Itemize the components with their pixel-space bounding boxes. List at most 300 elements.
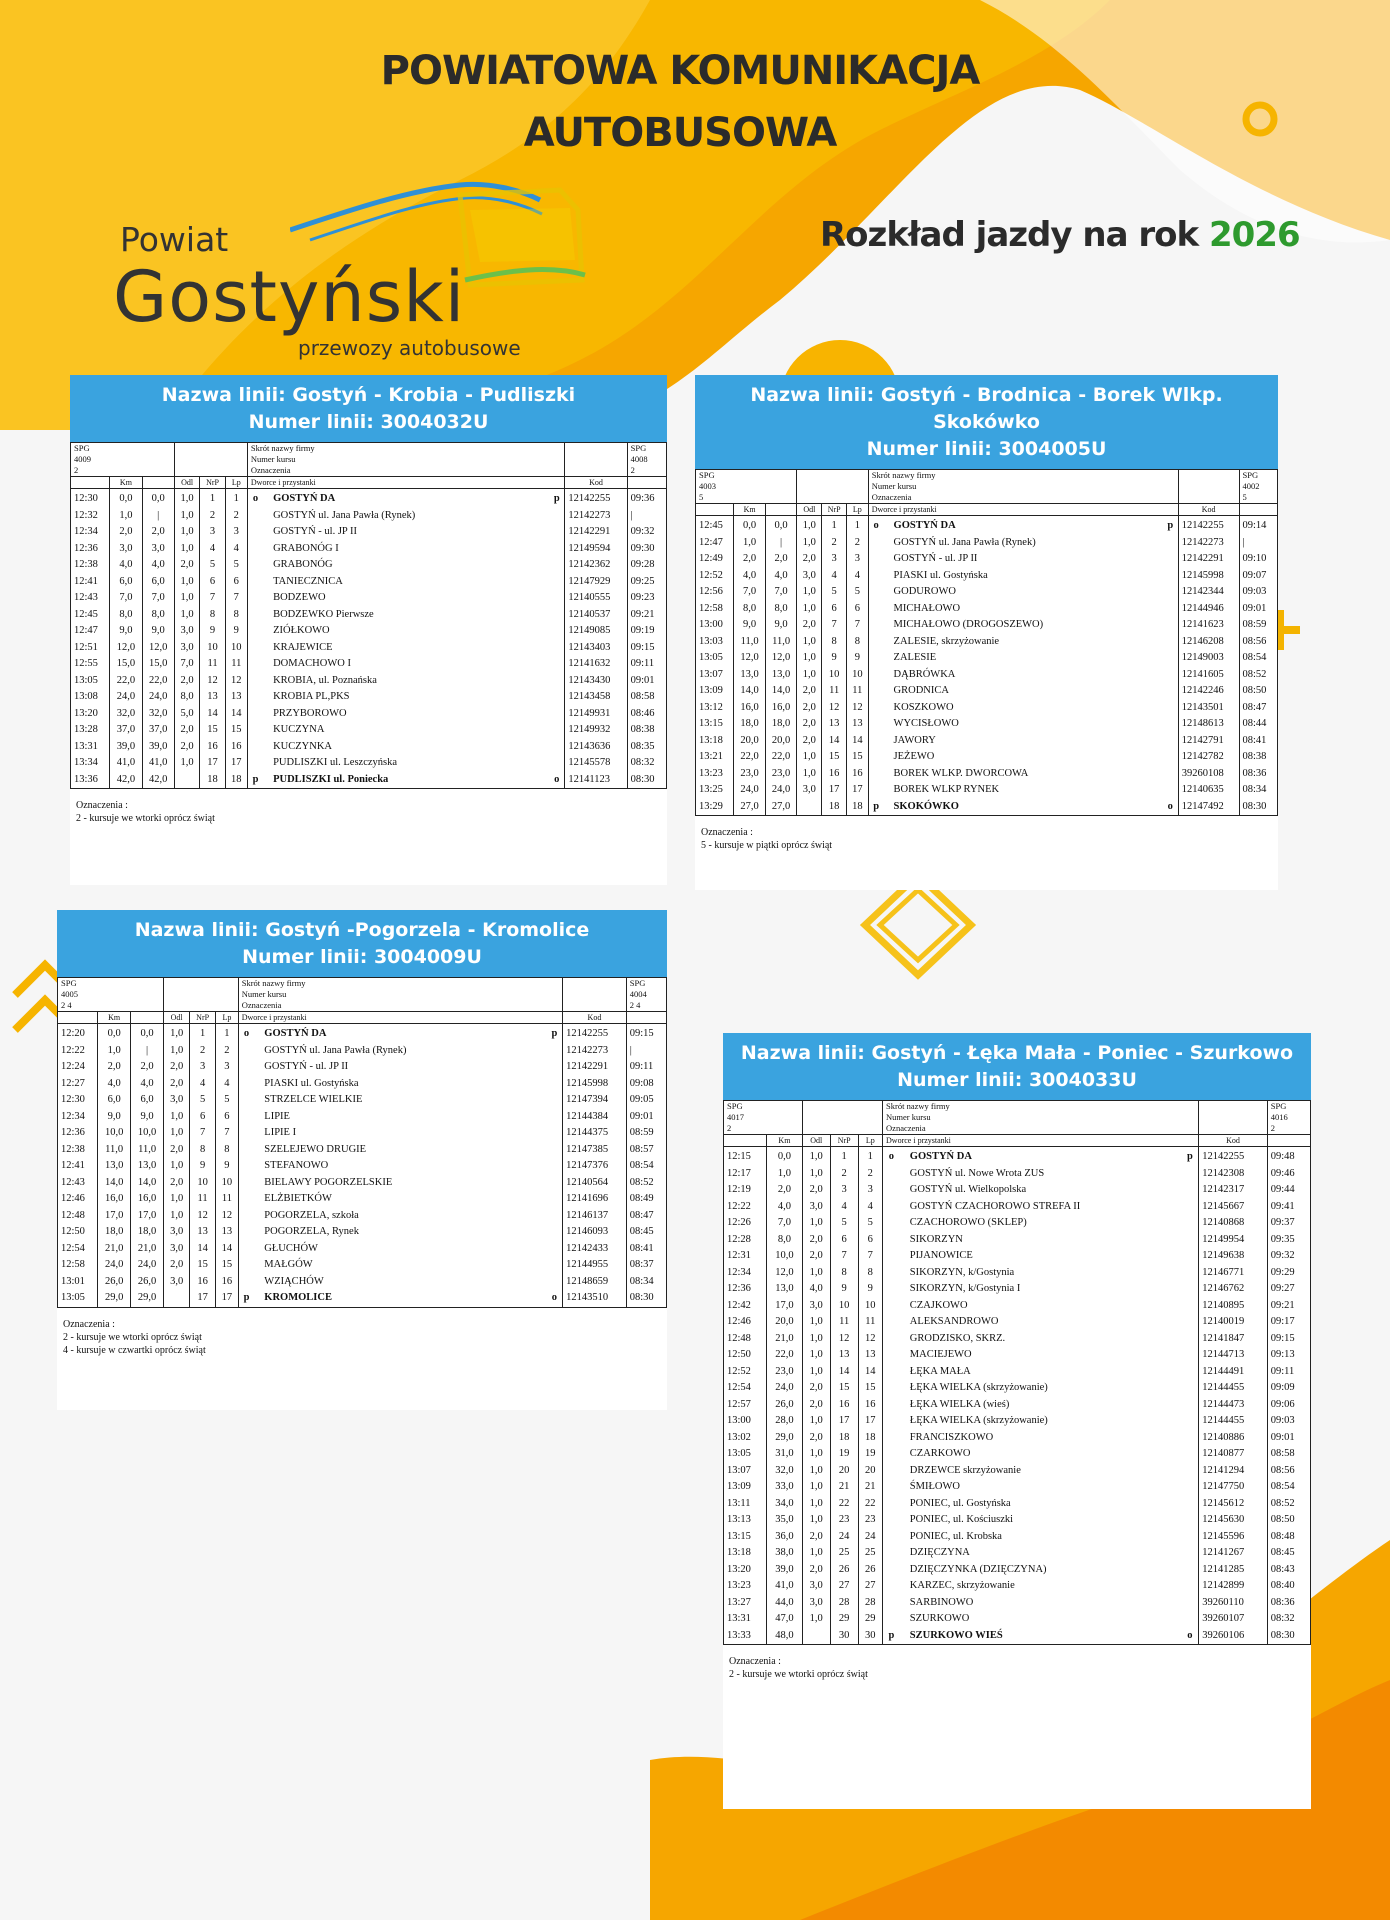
column-header: Kod <box>565 477 627 489</box>
timetable-cell: 8 <box>190 1142 216 1159</box>
timetable-cell: 7 <box>830 1248 858 1265</box>
timetable-cell: 11,0 <box>98 1142 131 1159</box>
timetable-cell: 7 <box>858 1248 882 1265</box>
timetable-cell: 15 <box>200 722 225 739</box>
timetable-cell: 22,0 <box>734 749 765 766</box>
timetable-cell <box>1163 535 1178 552</box>
timetable-cell: 18,0 <box>131 1224 164 1241</box>
timetable-cell: 3,0 <box>802 1578 830 1595</box>
timetable-cell <box>1163 733 1178 750</box>
timetable-cell: SZURKOWO WIEŚ <box>900 1628 1182 1645</box>
timetable-cell: GRABONÓG I <box>273 542 339 554</box>
timetable-row <box>724 1545 1311 1562</box>
timetable-cell: 12142255 <box>1199 1147 1267 1166</box>
timetable-cell: 5 <box>830 1215 858 1232</box>
timetable-cell: 12:54 <box>724 1380 767 1397</box>
firm-info-line: Oznaczenia <box>871 492 912 502</box>
timetable-cell: 12:42 <box>724 1298 767 1315</box>
timetable-cell <box>868 568 883 585</box>
timetable-cell: 12:30 <box>58 1092 98 1109</box>
column-header: Km <box>98 1012 131 1024</box>
timetable-cell: 08:43 <box>1267 1562 1310 1579</box>
timetable-cell: 12147385 <box>563 1142 627 1159</box>
note-item: 5 - kursuje w piątki oprócz świąt <box>701 840 833 851</box>
timetable-table <box>57 977 667 1308</box>
timetable-cell: 12:15 <box>724 1147 767 1166</box>
timetable-cell: 18,0 <box>765 716 796 733</box>
column-header: Kod <box>1178 504 1239 516</box>
timetable-cell: 13,0 <box>98 1158 131 1175</box>
timetable-cell: 13:01 <box>58 1274 98 1291</box>
timetable-cell: 1 <box>830 1147 858 1166</box>
timetable-cell: 16,0 <box>765 700 796 717</box>
timetable-cell <box>238 1257 254 1274</box>
timetable-cell: 13,0 <box>765 667 796 684</box>
line-name: Nazwa linii: Gostyń -Pogorzela - Kromolice <box>134 919 590 941</box>
timetable-cell: 13:29 <box>696 799 734 816</box>
timetable-row <box>724 1265 1311 1282</box>
timetable-cell: 08:32 <box>627 755 666 772</box>
timetable-cell: p <box>883 1628 900 1645</box>
timetable-cell: 17 <box>225 755 247 772</box>
timetable-row <box>724 1611 1311 1628</box>
timetable-row <box>58 1224 667 1241</box>
timetable-cell: 09:11 <box>627 656 666 673</box>
timetable-cell: 12:41 <box>58 1158 98 1175</box>
timetable-notes <box>70 789 667 831</box>
timetable-cell: 1,0 <box>802 1265 830 1282</box>
header-blank <box>164 978 239 1012</box>
timetable-cell: 8 <box>822 634 847 651</box>
spg-right-line: SPG <box>1242 470 1259 480</box>
timetable-cell <box>164 1290 190 1307</box>
timetable-cell: 29 <box>858 1611 882 1628</box>
timetable-cell <box>1163 650 1178 667</box>
timetable-cell: 3 <box>822 551 847 568</box>
timetable-cell: 27 <box>830 1578 858 1595</box>
timetable-cell: 12144491 <box>1199 1364 1267 1381</box>
timetable-cell: 13:28 <box>71 722 110 739</box>
column-header: Km <box>734 504 765 516</box>
timetable-cell: 10 <box>216 1175 239 1192</box>
timetable-cell: 32,0 <box>767 1463 802 1480</box>
timetable-cell <box>883 1182 900 1199</box>
timetable-cell: 39,0 <box>110 739 142 756</box>
timetable-cell: 3 <box>830 1182 858 1199</box>
timetable-cell: 16,0 <box>734 700 765 717</box>
timetable-cell <box>549 640 565 657</box>
timetable-cell: WYCISŁOWO <box>893 718 959 729</box>
timetable-cell <box>1182 1446 1199 1463</box>
timetable-cell: | <box>626 1043 666 1060</box>
timetable-cell: 12140564 <box>563 1175 627 1192</box>
timetable-cell: 1,0 <box>802 1347 830 1364</box>
note-item: 2 - kursuje we wtorki oprócz świąt <box>76 813 215 824</box>
timetable-cell: 12:48 <box>724 1331 767 1348</box>
timetable-cell <box>868 700 883 717</box>
timetable-cell <box>802 1628 830 1645</box>
timetable-row <box>58 1024 667 1043</box>
timetable-cell <box>238 1092 254 1109</box>
timetable-cell: 21 <box>858 1479 882 1496</box>
timetable-cell: 12145998 <box>563 1076 627 1093</box>
timetable-cell: 09:19 <box>627 623 666 640</box>
timetable-cell: 12 <box>200 673 225 690</box>
timetable-cell: 12141605 <box>1178 667 1239 684</box>
timetable-cell <box>1182 1578 1199 1595</box>
timetable-cell: 13 <box>216 1224 239 1241</box>
timetable-cell: 6 <box>216 1109 239 1126</box>
notes-title: Oznaczenia : <box>701 827 753 838</box>
timetable-cell: 09:35 <box>1267 1232 1310 1249</box>
timetable-cell: BOREK WLKP. DWORCOWA <box>893 767 1029 779</box>
timetable-cell: 08:54 <box>626 1158 666 1175</box>
timetable-cell <box>1163 782 1178 799</box>
timetable-cell: 4,0 <box>765 568 796 585</box>
timetable-cell: 23,0 <box>765 766 796 783</box>
timetable-cell: 1,0 <box>174 590 200 607</box>
timetable-cell: 12:28 <box>724 1232 767 1249</box>
timetable-cell: 0,0 <box>142 489 174 508</box>
timetable-cell: 13:27 <box>724 1595 767 1612</box>
timetable-cell: 1,0 <box>174 755 200 772</box>
timetable-cell: 0,0 <box>131 1024 164 1043</box>
timetable-cell: GŁUCHÓW <box>264 1242 318 1254</box>
column-header: Lp <box>216 1012 239 1024</box>
timetable-cell: 12145630 <box>1199 1512 1267 1529</box>
timetable-cell <box>1163 584 1178 601</box>
timetable-cell: 12142273 <box>1178 535 1239 552</box>
column-header <box>626 1012 666 1024</box>
timetable-table <box>695 469 1278 816</box>
timetable-cell: 30 <box>858 1628 882 1645</box>
timetable-cell: 44,0 <box>767 1595 802 1612</box>
timetable-cell <box>549 689 565 706</box>
timetable-cell: 12142291 <box>563 1059 627 1076</box>
timetable-cell <box>883 1512 900 1529</box>
timetable-cell: 12141123 <box>565 772 627 789</box>
timetable-cell <box>549 673 565 690</box>
timetable-cell: 2 <box>200 508 225 525</box>
timetable-cell <box>1163 634 1178 651</box>
timetable-cell <box>1182 1347 1199 1364</box>
timetable-cell <box>1182 1545 1199 1562</box>
timetable-cell: 10 <box>225 640 247 657</box>
timetable-cell <box>1182 1512 1199 1529</box>
timetable-cell: 22,0 <box>142 673 174 690</box>
firm-info-line: Skrót nazwy firmy <box>886 1101 950 1111</box>
timetable-cell <box>549 706 565 723</box>
timetable-row <box>696 782 1278 799</box>
timetable-cell <box>1182 1199 1199 1216</box>
column-header: NrP <box>830 1135 858 1147</box>
timetable-cell: 08:44 <box>1239 716 1277 733</box>
timetable-row <box>724 1182 1311 1199</box>
timetable-cell: p <box>1167 520 1174 531</box>
timetable-cell: SIKORZYN, k/Gostynia I <box>909 1283 1021 1294</box>
timetable-cell: 08:30 <box>1239 799 1277 816</box>
timetable-cell: 12140868 <box>1199 1215 1267 1232</box>
timetable-cell: 12147492 <box>1178 799 1239 816</box>
timetable-cell: 13 <box>190 1224 216 1241</box>
timetable-cell <box>238 1274 254 1291</box>
timetable-cell: PIASKI ul. Gostyńska <box>264 1077 359 1089</box>
timetable-cell: 18 <box>225 772 247 789</box>
column-header: Dworce i przystanki <box>238 1012 562 1024</box>
timetable-cell: 4,0 <box>131 1076 164 1093</box>
timetable-cell: 09:15 <box>627 640 666 657</box>
timetable-cell: GOSTYŃ DA <box>893 520 956 531</box>
timetable-cell: 6,0 <box>98 1092 131 1109</box>
timetable-cell: 1,0 <box>174 508 200 525</box>
timetable-cell <box>1182 1479 1199 1496</box>
timetable-cell: 24 <box>858 1529 882 1546</box>
timetable-cell <box>1163 667 1178 684</box>
timetable-cell: 12149638 <box>1199 1248 1267 1265</box>
timetable-cell: 12146093 <box>563 1224 627 1241</box>
timetable-cell <box>238 1191 254 1208</box>
timetable-cell: 09:01 <box>627 673 666 690</box>
timetable-row <box>58 1175 667 1192</box>
timetable-notes <box>695 816 1278 858</box>
timetable-cell: 12 <box>225 673 247 690</box>
timetable-cell: 08:49 <box>626 1191 666 1208</box>
timetable-cell: 2,0 <box>802 1232 830 1249</box>
timetable-cell: 16 <box>200 739 225 756</box>
timetable-cell: 12:52 <box>696 568 734 585</box>
timetable-cell: 12:48 <box>58 1208 98 1225</box>
timetable-cell: 39260110 <box>1199 1595 1267 1612</box>
timetable-cell: p <box>868 799 883 816</box>
timetable-cell: p <box>1186 1151 1193 1162</box>
timetable-cell: 12144946 <box>1178 601 1239 618</box>
timetable-cell: 8,0 <box>767 1232 802 1249</box>
timetable-cell: 15 <box>822 749 847 766</box>
timetable-cell: 12141285 <box>1199 1562 1267 1579</box>
timetable-cell: 27,0 <box>734 799 765 816</box>
timetable-cell: 31,0 <box>767 1446 802 1463</box>
timetable-cell <box>238 1241 254 1258</box>
timetable-cell: 09:21 <box>1267 1298 1310 1315</box>
timetable-cell: p <box>247 772 263 789</box>
timetable-cell <box>238 1076 254 1093</box>
timetable-cell: 4 <box>216 1076 239 1093</box>
timetable-cell: 12:47 <box>696 535 734 552</box>
timetable-cell: 14 <box>190 1241 216 1258</box>
spg-right-line: 5 <box>1242 492 1247 502</box>
timetable-row <box>58 1043 667 1060</box>
timetable-cell <box>247 755 263 772</box>
timetable-cell: 09:13 <box>1267 1347 1310 1364</box>
timetable-cell: 14 <box>216 1241 239 1258</box>
timetable-cell <box>1182 1364 1199 1381</box>
timetable-cell: 09:41 <box>1267 1199 1310 1216</box>
timetable-cell: 19 <box>830 1446 858 1463</box>
timetable-cell: JEŻEWO <box>893 751 935 762</box>
timetable-cell: 1,0 <box>802 1314 830 1331</box>
timetable-cell: 4,0 <box>767 1199 802 1216</box>
timetable-cell: BODZEWO <box>273 592 326 603</box>
timetable-cell: GOSTYŃ ul. Jana Pawła (Rynek) <box>264 1044 407 1056</box>
timetable-row <box>724 1364 1311 1381</box>
timetable-cell: 12:30 <box>71 489 110 508</box>
timetable-cell: 9,0 <box>98 1109 131 1126</box>
column-header: Dworce i przystanki <box>247 477 564 489</box>
timetable-cell: GOSTYŃ ul. Jana Pawła (Rynek) <box>893 536 1036 548</box>
timetable-cell: 12:34 <box>58 1109 98 1126</box>
timetable-cell <box>549 755 565 772</box>
timetable-cell: 12:32 <box>71 508 110 525</box>
timetable-cell: WZIĄCHÓW <box>264 1275 324 1287</box>
timetable-cell: 28 <box>858 1595 882 1612</box>
spg-left-line: 2 <box>727 1123 732 1133</box>
timetable-cell: 29,0 <box>131 1290 164 1307</box>
timetable-cell: 2,0 <box>110 524 142 541</box>
timetable-cell <box>1163 601 1178 618</box>
timetable-cell <box>883 1298 900 1315</box>
timetable-cell: 08:57 <box>626 1142 666 1159</box>
timetable-cell: 09:07 <box>1239 568 1277 585</box>
timetable-cell: 3 <box>200 524 225 541</box>
timetable-row <box>724 1232 1311 1249</box>
timetable-cell: 08:37 <box>626 1257 666 1274</box>
note-item: 2 - kursuje we wtorki oprócz świąt <box>63 1331 202 1343</box>
timetable-cell: ŁĘKA MAŁA <box>909 1365 971 1377</box>
timetable-cell <box>1182 1562 1199 1579</box>
timetable-cell: SZELEJEWO DRUGIE <box>264 1143 367 1155</box>
line-number: Numer linii: 3004033U <box>897 1069 1137 1091</box>
timetable-cell: 12:54 <box>58 1241 98 1258</box>
column-header <box>724 1135 767 1147</box>
timetable-cell: LIPIE I <box>264 1127 297 1138</box>
timetable-cell: GOSTYŃ DA <box>264 1028 327 1039</box>
page-title-line1: POWIATOWA KOMUNIKACJA <box>380 48 980 94</box>
timetable-cell <box>547 1076 563 1093</box>
timetable-cell: 12140635 <box>1178 782 1239 799</box>
timetable-cell: 13:20 <box>724 1562 767 1579</box>
timetable-cell: 27,0 <box>765 799 796 816</box>
timetable-cell: KROBIA PL,PKS <box>273 691 350 702</box>
timetable-row <box>696 766 1278 783</box>
timetable-cell: 12149594 <box>565 541 627 558</box>
timetable-cell: 13:00 <box>696 617 734 634</box>
timetable-cell: 2 <box>822 535 847 552</box>
timetable-cell: 12145612 <box>1199 1496 1267 1513</box>
timetable-cell: 26,0 <box>98 1274 131 1291</box>
timetable-row <box>71 607 667 624</box>
timetable-cell: 4 <box>190 1076 216 1093</box>
timetable-cell: 1,0 <box>802 1446 830 1463</box>
timetable-cell: 3,0 <box>797 782 822 799</box>
timetable-cell: 12146771 <box>1199 1265 1267 1282</box>
timetable-cell: 48,0 <box>767 1628 802 1645</box>
timetable-cell: 16,0 <box>131 1191 164 1208</box>
timetable-cell: 09:32 <box>1267 1248 1310 1265</box>
timetable-cell: 24,0 <box>734 782 765 799</box>
timetable-cell: 13:13 <box>724 1512 767 1529</box>
timetable-cell: 08:47 <box>1239 700 1277 717</box>
timetable-cell: 1,0 <box>797 667 822 684</box>
timetable-cell: 26,0 <box>131 1274 164 1291</box>
timetable-cell: 7 <box>216 1125 239 1142</box>
timetable-cell: 20,0 <box>734 733 765 750</box>
timetable-cell <box>549 623 565 640</box>
timetable-cell: 22,0 <box>110 673 142 690</box>
timetable-cell: 9 <box>225 623 247 640</box>
timetable-cell: 13:11 <box>724 1496 767 1513</box>
timetable-cell: 10 <box>847 667 869 684</box>
column-header: Lp <box>847 504 869 516</box>
timetable-cell: 12144955 <box>563 1257 627 1274</box>
timetable-cell: 12146208 <box>1178 634 1239 651</box>
timetable-cell: 12143430 <box>565 673 627 690</box>
timetable-row <box>58 1241 667 1258</box>
timetable-cell: 1,0 <box>802 1413 830 1430</box>
timetable-cell: 12144713 <box>1199 1347 1267 1364</box>
timetable-cell: 12142255 <box>563 1024 627 1043</box>
timetable-cell: 5 <box>847 584 869 601</box>
timetable-cell: 37,0 <box>110 722 142 739</box>
timetable-cell: GOSTYŃ - ul. JP II <box>273 526 357 537</box>
timetable-cell: 17 <box>847 782 869 799</box>
timetable-cell: 09:23 <box>627 590 666 607</box>
timetable-cell <box>238 1142 254 1159</box>
timetable-row <box>724 1413 1311 1430</box>
timetable-row <box>58 1125 667 1142</box>
timetable-cell: 09:01 <box>1239 601 1277 618</box>
timetable-cell: 08:35 <box>627 739 666 756</box>
timetable-cell: 12,0 <box>110 640 142 657</box>
timetable-row <box>724 1446 1311 1463</box>
timetable-cell: 13:07 <box>696 667 734 684</box>
timetable-cell: 09:10 <box>1239 551 1277 568</box>
timetable-cell <box>1182 1463 1199 1480</box>
timetable-cell: 2,0 <box>164 1175 190 1192</box>
timetable-cell <box>247 706 263 723</box>
timetable-cell: KROBIA, ul. Poznańska <box>273 674 377 686</box>
timetable-cell: 12142273 <box>563 1043 627 1060</box>
timetable-cell: PUDLISZKI ul. Leszczyńska <box>273 757 398 768</box>
timetable-cell: 9 <box>216 1158 239 1175</box>
timetable-cell: 12:17 <box>724 1166 767 1183</box>
timetable-cell: 2,0 <box>174 557 200 574</box>
timetable-cell: 2,0 <box>98 1059 131 1076</box>
timetable-cell: 17 <box>200 755 225 772</box>
timetable-panel-brodnica <box>695 375 1278 890</box>
timetable-cell: KROMOLICE <box>254 1290 546 1307</box>
timetable-cell: 8,0 <box>174 689 200 706</box>
timetable-cell <box>247 689 263 706</box>
timetable-cell: 09:28 <box>627 557 666 574</box>
timetable-cell: 13:15 <box>724 1529 767 1546</box>
timetable-cell: 12:22 <box>58 1043 98 1060</box>
timetable-cell: 12:50 <box>724 1347 767 1364</box>
timetable-cell <box>174 772 200 789</box>
timetable-cell: o <box>252 493 259 504</box>
timetable-cell: 09:32 <box>627 524 666 541</box>
timetable-cell: 13:07 <box>724 1463 767 1480</box>
timetable-cell <box>1182 1413 1199 1430</box>
timetable-cell: 30 <box>830 1628 858 1645</box>
header-blank <box>797 470 868 504</box>
timetable-row <box>71 722 667 739</box>
timetable-cell: BIELAWY POGORZELSKIE <box>264 1176 393 1188</box>
timetable-cell <box>883 1331 900 1348</box>
timetable-cell: 12:47 <box>71 623 110 640</box>
timetable-cell: 09:48 <box>1267 1147 1310 1166</box>
timetable-header <box>723 1033 1311 1100</box>
timetable-cell: 41,0 <box>767 1578 802 1595</box>
